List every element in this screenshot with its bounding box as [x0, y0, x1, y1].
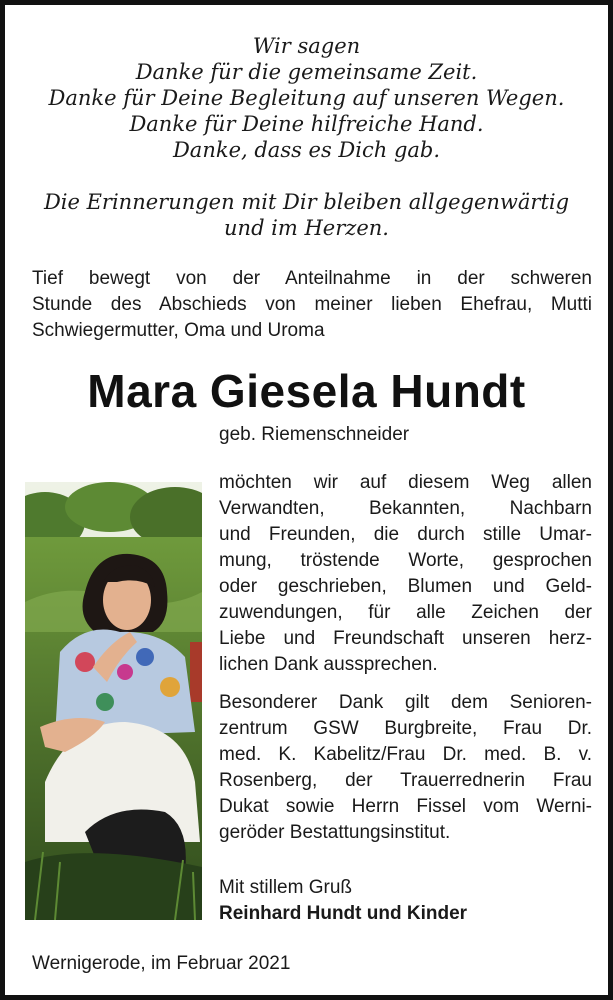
intro-text [32, 266, 592, 344]
intro-line: Schwiegermutter, Oma und Uroma [32, 320, 325, 341]
greeting: Mit stillem Gruß [219, 877, 352, 898]
poem-line: Danke, dass es Dich gab. [172, 138, 441, 162]
special-thanks-line: med. K. Kabelitz/Frau Dr. med. B. v. [219, 744, 592, 765]
maiden-name: geb. Riemenschneider [219, 424, 410, 445]
thanks-paragraph [219, 470, 592, 678]
thanks-line: möchten wir auf diesem Weg allen [219, 472, 592, 493]
poem-closing-line: und im Herzen. [224, 216, 389, 240]
poem-line: Danke für die gemeinsame Zeit. [135, 60, 478, 84]
poem-closing-line: Die Erinnerungen mit Dir bleiben allgegenwärtig [43, 190, 570, 214]
place-date: Wernigerode, im Februar 2021 [32, 953, 291, 974]
special-thanks-line: Besonderer Dank gilt dem Senioren- [219, 692, 592, 713]
thanks-line: lichen Dank aussprechen. [219, 654, 438, 675]
portrait-photo [25, 482, 202, 920]
poem [15, 33, 598, 163]
poem-line: Danke für Deine Begleitung auf unseren Wegen. [48, 86, 565, 110]
special-thanks-line: Rosenberg, der Trauerrednerin Frau [219, 770, 592, 791]
poem-line: Wir sagen [252, 34, 361, 58]
thanks-line: mung, tröstende Worte, gesprochen [219, 550, 592, 571]
poem-line: Danke für Deine hilfreiche Hand. [129, 112, 484, 136]
poem-closing [15, 189, 598, 241]
special-thanks-line: geröder Bestattungsinstitut. [219, 822, 451, 843]
special-thanks-line: Dukat sowie Herrn Fissel vom Werni- [219, 796, 592, 817]
intro-line: Tief bewegt von der Anteilnahme in der schweren [32, 268, 592, 289]
thanks-line: und Freunden, die durch stille Umar- [219, 524, 592, 545]
special-thanks-line: zentrum GSW Burgbreite, Frau Dr. [219, 718, 592, 739]
thanks-line: Liebe und Freundschaft unseren herz- [219, 628, 592, 649]
signature: Reinhard Hundt und Kinder [219, 903, 468, 924]
intro-line: Stunde des Abschieds von meiner lieben Ehefrau, Mutti [32, 294, 592, 315]
thanks-line: Verwandten, Bekannten, Nachbarn [219, 498, 592, 519]
deceased-name: Mara Giesela Hundt [87, 365, 526, 417]
special-thanks-paragraph [219, 690, 592, 846]
thanks-line: oder geschrieben, Blumen und Geld- [219, 576, 592, 597]
thanks-line: zuwendungen, für alle Zeichen der [219, 602, 592, 623]
